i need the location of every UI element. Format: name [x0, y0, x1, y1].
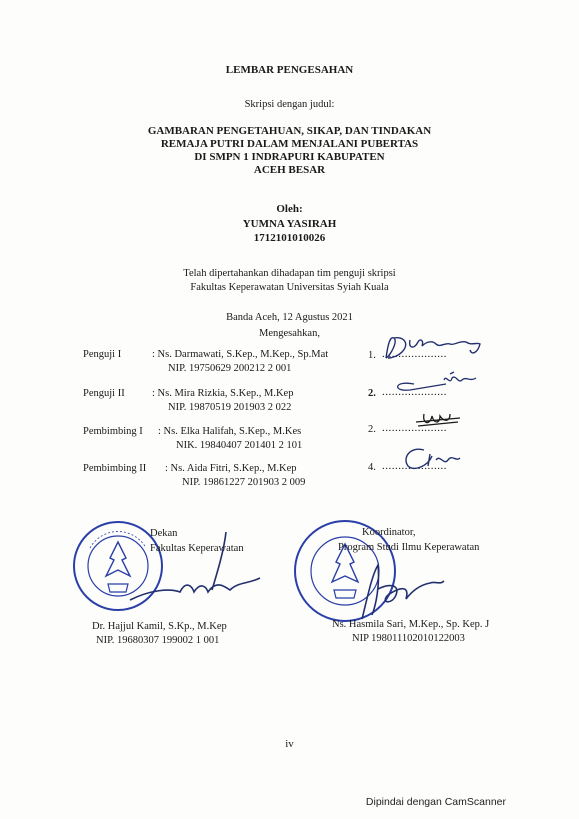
dean-id: NIP. 19680307 199002 1 001: [96, 635, 220, 646]
page-heading: LEMBAR PENGESAHAN: [225, 64, 354, 76]
examiner-role: Pembimbing II: [83, 463, 147, 474]
thesis-title-line-3: DI SMPN 1 INDRAPURI KABUPATEN: [194, 151, 385, 163]
dean-name: Dr. Hajjul Kamil, S.Kp., M.Kep: [92, 621, 227, 632]
signature-image: [384, 370, 484, 396]
page-number: iv: [285, 738, 294, 750]
dean-title: Dekan: [150, 528, 178, 539]
examiner-name: : Ns. Elka Halifah, S.Kep., M.Kes: [158, 426, 302, 437]
coordinator-title: Koordinator,: [362, 527, 416, 538]
coordinator-signature: [350, 555, 450, 625]
signature-number: 1.: [368, 350, 376, 361]
by-label: Oleh:: [276, 203, 303, 215]
student-id: 1712101010026: [253, 232, 326, 244]
examiner-id: NIP. 19870519 201903 2 022: [168, 402, 292, 413]
author-name: YUMNA YASIRAH: [242, 218, 337, 230]
signature-number: 4.: [368, 462, 376, 473]
signature-image: [396, 444, 466, 474]
examiner-id: NIK. 19840407 201401 2 101: [176, 440, 303, 451]
signature-image: [410, 410, 470, 430]
signature-number: 2.: [368, 388, 376, 399]
thesis-title-line-4: ACEH BESAR: [253, 164, 326, 176]
examiner-id: NIP. 19861227 201903 2 009: [182, 477, 306, 488]
signature-line: ....................: [382, 422, 447, 434]
coordinator-name: Ns. Hasmila Sari, M.Kep., Sp. Kep. J: [332, 619, 490, 630]
thesis-title-line-1: GAMBARAN PENGETAHUAN, SIKAP, DAN TINDAKAN: [147, 125, 432, 137]
coordinator-program: Program Studi Ilmu Keperawatan: [338, 542, 480, 553]
examiner-role: Pembimbing I: [83, 426, 143, 437]
examiner-role: Penguji I: [83, 349, 122, 360]
examiner-name: : Ns. Aida Fitri, S.Kep., M.Kep: [165, 463, 297, 474]
dean-faculty: Fakultas Keperawatan: [150, 543, 244, 554]
signature-line: ....................: [382, 460, 447, 472]
signature-image: [380, 332, 490, 364]
defense-line-2: Fakultas Keperawatan Universitas Syiah Kuala: [190, 282, 389, 293]
signature-line: ....................: [382, 348, 447, 360]
examiner-name: : Ns. Mira Rizkia, S.Kep., M.Kep: [152, 388, 294, 399]
scanner-watermark: Dipindai dengan CamScanner: [365, 796, 506, 808]
examiner-name: : Ns. Darmawati, S.Kep., M.Kep., Sp.Mat: [152, 349, 329, 360]
thesis-title-line-2: REMAJA PUTRI DALAM MENJALANI PUBERTAS: [160, 138, 419, 150]
signature-line: ....................: [382, 386, 447, 398]
coordinator-id: NIP 198011102010122003: [352, 633, 465, 644]
approval-label: Mengesahkan,: [259, 328, 320, 339]
examiner-id: NIP. 19750629 200212 2 001: [168, 363, 292, 374]
signature-number: 2.: [368, 424, 376, 435]
defense-line-1: Telah dipertahankan dihadapan tim penguji skripsi: [183, 268, 396, 279]
examiner-role: Penguji II: [83, 388, 125, 399]
subheading: Skripsi dengan judul:: [244, 99, 335, 110]
dean-signature: [120, 530, 270, 610]
place-date: Banda Aceh, 12 Agustus 2021: [226, 312, 353, 323]
